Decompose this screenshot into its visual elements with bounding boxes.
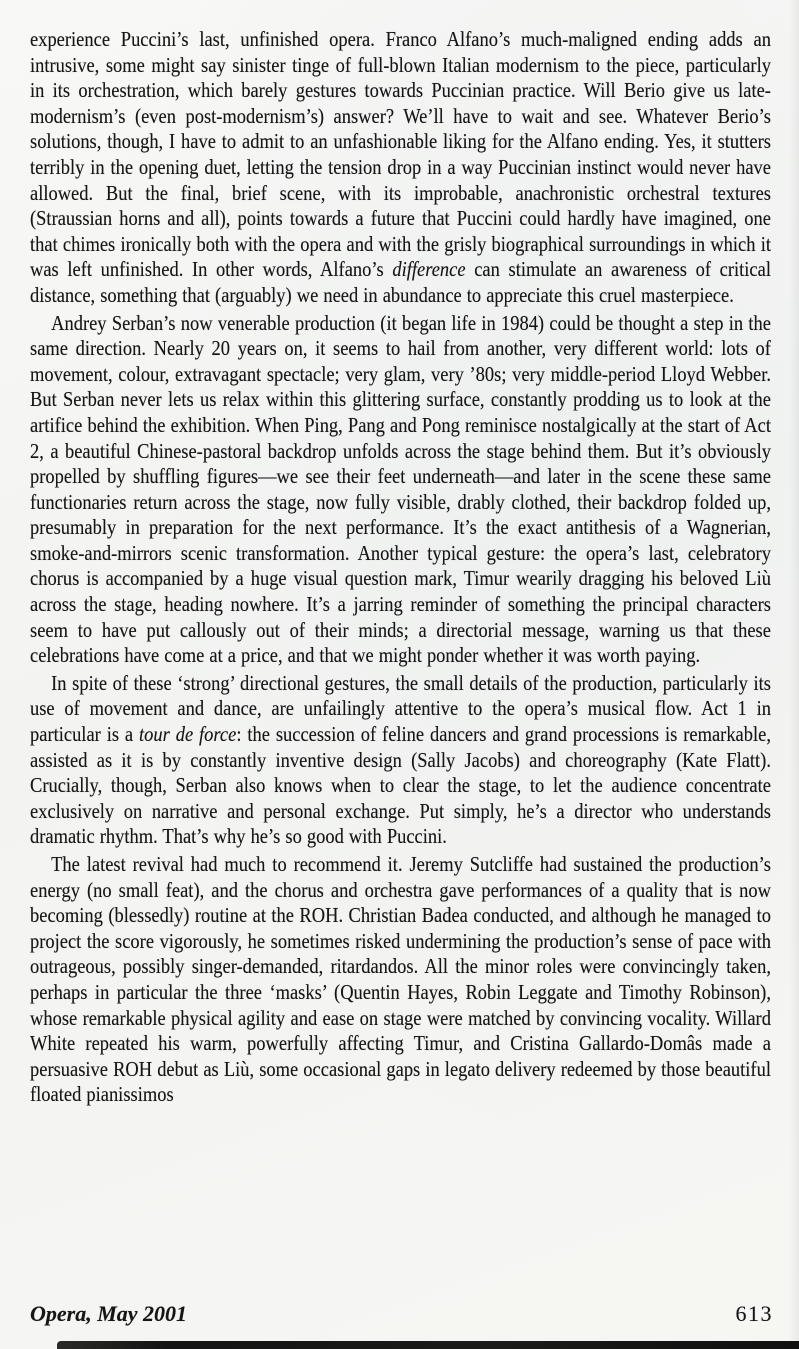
text-run: The latest revival had much to recommend it. Jeremy Sutcliffe had sustained the production’s energy (no small feat), and the chorus and orchestra gave performances of a quality that is now becoming (blessedly) routine at the ROH. Christian Badea conducted, and although he managed to project the score vigorously, he sometimes risked undermining the production’s sense of pace with outrageous, possibly singer-demanded, ritardandos. All the minor roles were convincingly taken, perhaps in particular the three ‘masks’ (Quentin Hayes, Robin Leggate and Timothy Robinson), whose remarkable physical agility and ease on stage were matched by convincing vocality. Willard White repeated his warm, powerfully affecting Timur, and Cristina Gallardo-Domâs made a persuasive ROH debut as Liù, some occasional gaps in legato delivery redeemed by those beautiful floated pianissimos: [30, 852, 771, 1107]
article-column: [30, 27, 771, 1108]
page-number: 613: [735, 1301, 773, 1326]
text-run: experience Puccini’s last, unfinished opera. Franco Alfano’s much-maligned ending adds an intrusive, some might say sinister tinge of full-blown Italian modernism to the piece, particularly in its orchestration, which barely gestures towards Puccinian practice. Will Berio give us late-modernism’s (even post-modernism’s) answer? We’ll have to wait and see. Whatever Berio’s solutions, though, I have to admit to an unfashionable liking for the Alfano ending. Yes, it stutters terribly in the opening duet, letting the tension drop in a way Puccinian instinct would never have allowed. But the final, brief scene, with its improbable, anachronistic orchestral textures (Straussian horns and all), points towards a future that Puccini could hardly have imagined, one that chimes ironically both with the opera and with the grisly biographical surroundings in which it was left unfinished. In other words, Alfano’s: [30, 27, 771, 282]
paragraph-3: [30, 671, 771, 850]
text-run: : the succession of feline dancers and grand processions is remarkable, assisted as it is by constantly inventive design (Sally Jacobs) and choreography (Kate Flatt). Crucially, though, Serban also knows when to clear the stage, to let the audience concentrate exclusively on narrative and personal exchange. Put simply, he’s a director who understands dramatic rhythm. That’s why he’s so good with Puccini.: [30, 722, 771, 849]
scan-edge-shading: [789, 0, 799, 1349]
text-run: Andrey Serban’s now venerable production (it began life in 1984) could be thought a step in the same direction. Nearly 20 years on, it seems to hail from another, very different world: lots of movement, colour, extravagant spectacle; very glam, very ’80s; very middle-period Lloyd Webber. But Serban never lets us relax within this glittering surface, constantly prodding us to look at the artifice behind the exhibition. When Ping, Pang and Pong reminisce nostalgically at the start of Act 2, a beautiful Chinese-pastoral backdrop unfolds across the stage behind them. But it’s obviously propelled by shuffling figures—we see their feet underneath—and later in the scene these same functionaries return across the stage, now fully visible, drably clothed, their backdrop folded up, presumably in preparation for the next performance. It’s the exact antithesis of a Wagnerian, smoke-and-mirrors scenic transformation. Another typical gesture: the opera’s last, celebratory chorus is accompanied by a huge visual question mark, Timur wearily dragging his beloved Liù across the stage, heading nowhere. It’s a jarring reminder of something the principal characters seem to have put callously out of their minds; a directorial message, warning us that these celebrations have come at a price, and that we might ponder whether it was worth paying.: [30, 310, 771, 668]
paragraph-2: [30, 311, 771, 669]
text-run: can stimulate an awareness of critical distance, something that (arguably) we need in abundance to appreciate this cruel masterpiece.: [30, 257, 771, 307]
paragraph-1: [30, 27, 771, 309]
text-run: In spite of these ‘strong’ directional gestures, the small details of the production, particularly its use of movement and dance, are unfailingly attentive to the opera’s musical flow. Act 1 in particular is a: [30, 670, 771, 747]
journal-title: Opera, May 2001: [30, 1301, 188, 1326]
page-footer: [30, 1301, 773, 1327]
italic-phrase: difference: [392, 257, 466, 282]
article-text: [30, 27, 771, 1108]
paragraph-4: [30, 852, 771, 1108]
scan-edge-artifact: [57, 1341, 799, 1349]
italic-phrase: tour de force: [139, 722, 237, 747]
